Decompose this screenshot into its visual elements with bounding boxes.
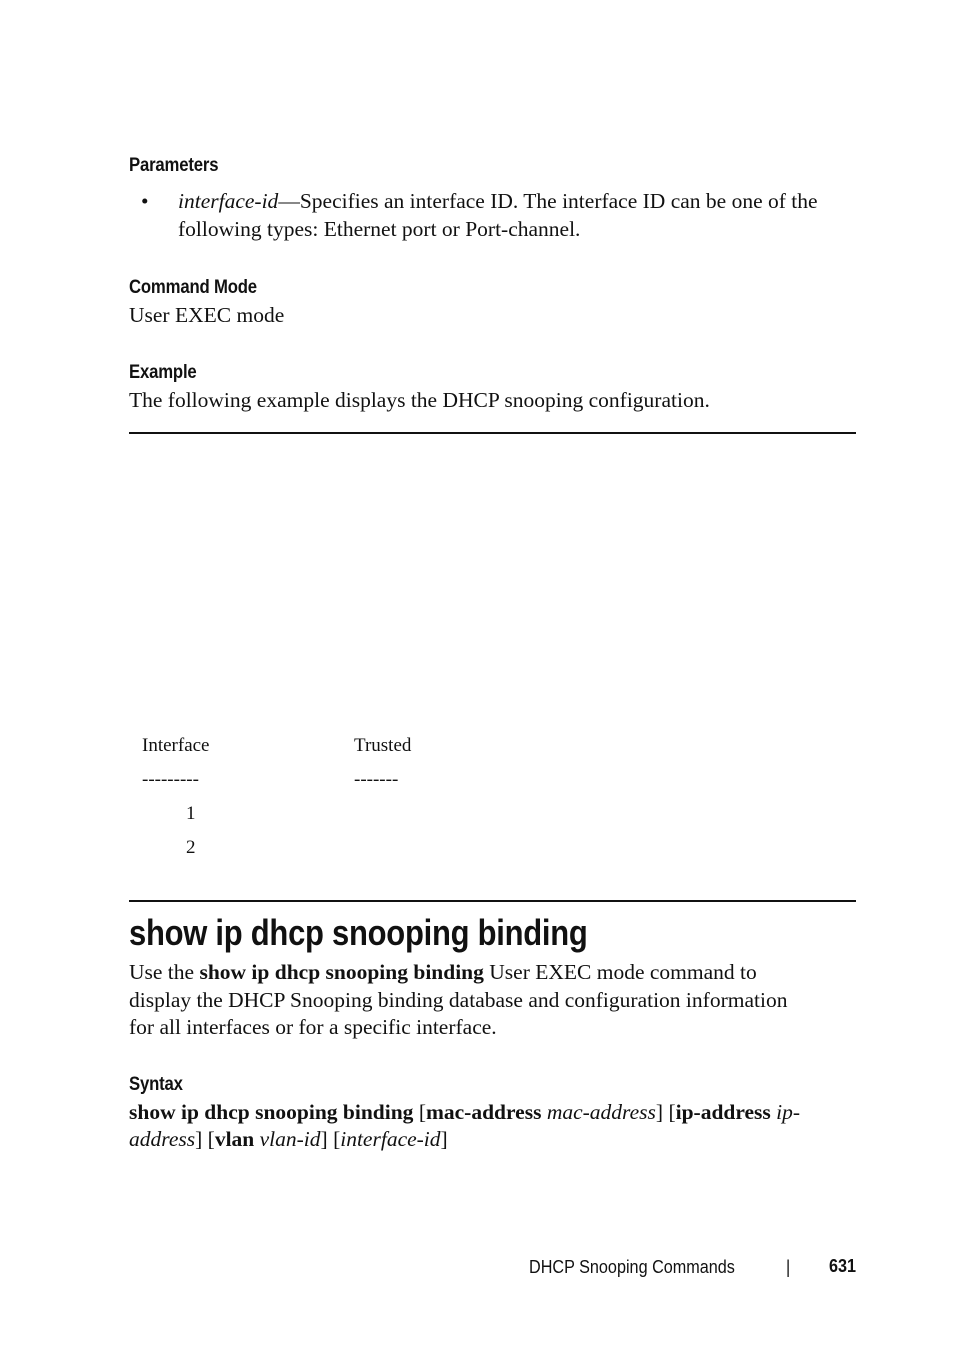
- example-text: The following example displays the DHCP snooping configuration.: [129, 388, 710, 412]
- syntax-bracket: [: [413, 1100, 426, 1124]
- parameter-description: Specifies an interface ID. The interface ID can be one of the: [299, 189, 818, 213]
- example-top-rule: [129, 432, 856, 434]
- footer-chapter: DHCP Snooping Commands: [529, 1257, 735, 1277]
- table-header-trusted: Trusted: [354, 735, 412, 756]
- command-mode-heading: Command Mode: [129, 277, 257, 298]
- syntax-heading: Syntax: [129, 1074, 183, 1095]
- example-heading: Example: [129, 362, 197, 383]
- syntax-bracket: ]: [440, 1127, 448, 1151]
- table-row: 1: [186, 803, 196, 824]
- syntax-bracket: ] [: [655, 1100, 676, 1124]
- syntax-arg-mac: mac-address: [541, 1100, 656, 1124]
- syntax-keyword-ip: ip-address: [675, 1100, 771, 1124]
- syntax-bracket: ] [: [195, 1127, 215, 1151]
- bullet-marker: •: [141, 189, 149, 213]
- table-header-interface: Interface: [142, 735, 210, 756]
- page-number: 631: [829, 1256, 857, 1276]
- section-intro-line2: display the DHCP Snooping binding database and configuration information: [129, 988, 788, 1012]
- syntax-command: show ip dhcp snooping binding: [129, 1100, 414, 1124]
- table-separator-trusted: -------: [354, 769, 399, 790]
- intro-suffix: User EXEC mode command to: [483, 960, 757, 984]
- syntax-arg-interface: interface-id: [340, 1127, 441, 1151]
- section-top-rule: [129, 900, 856, 902]
- parameters-heading: Parameters: [129, 155, 219, 176]
- section-intro-line1: [129, 959, 757, 987]
- section-intro-line3: for all interfaces or for a specific interface.: [129, 1015, 497, 1039]
- table-row: 2: [186, 837, 196, 858]
- parameter-dash: —: [278, 189, 300, 213]
- parameter-term: interface-id: [178, 189, 279, 213]
- syntax-line2: [129, 1126, 448, 1154]
- syntax-arg-ip-part2: address: [129, 1127, 196, 1151]
- section-title: show ip dhcp snooping binding: [129, 912, 588, 953]
- table-separator-interface: ---------: [142, 769, 199, 790]
- syntax-keyword-mac: mac-address: [425, 1100, 542, 1124]
- syntax-arg-vlan: vlan-id: [254, 1127, 321, 1151]
- parameter-item-line1: [178, 188, 818, 216]
- footer-separator: |: [786, 1257, 791, 1277]
- intro-prefix: Use the: [129, 960, 200, 984]
- command-mode-text: User EXEC mode: [129, 303, 285, 327]
- syntax-bracket: ] [: [320, 1127, 341, 1151]
- syntax-line1: [129, 1099, 800, 1127]
- parameter-item-line2: following types: Ethernet port or Port-channel.: [178, 217, 581, 241]
- syntax-keyword-vlan: vlan: [214, 1127, 255, 1151]
- syntax-arg-ip-part1: ip-: [770, 1100, 801, 1124]
- intro-command: show ip dhcp snooping binding: [199, 960, 484, 984]
